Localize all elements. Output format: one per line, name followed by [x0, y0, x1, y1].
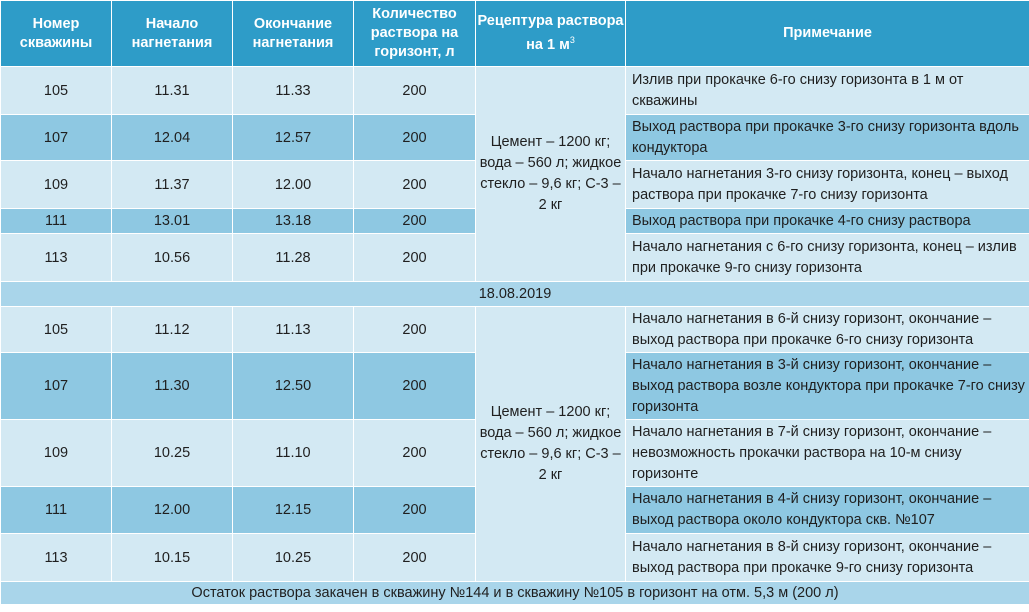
cell-start: 10.15 — [112, 534, 233, 582]
cell-start: 11.37 — [112, 161, 233, 209]
header-well: Номер скважины — [1, 1, 112, 67]
cell-end: 12.50 — [233, 353, 354, 420]
header-recipe-text: Рецептура раствора на 1 м — [477, 13, 624, 53]
cell-start: 11.30 — [112, 353, 233, 420]
cell-volume: 200 — [354, 307, 476, 353]
header-start: Начало нагнетания — [112, 1, 233, 67]
cell-note: Начало нагнетания с 6-го снизу горизонта, конец – излив при прокачке 9-го снизу горизонта — [626, 234, 1029, 282]
cell-start: 13.01 — [112, 209, 233, 234]
cell-well: 111 — [1, 209, 112, 234]
cell-volume: 200 — [354, 67, 476, 115]
header-row — [1, 1, 1029, 67]
cell-well: 109 — [1, 161, 112, 209]
header-recipe-sup: 3 — [569, 35, 575, 46]
cell-start: 12.00 — [112, 487, 233, 534]
cell-note: Начало нагнетания в 8-й снизу горизонт, окончание – выход раствора при прокачке 9-го снизу горизонта — [626, 534, 1029, 582]
cell-note: Начало нагнетания в 3-й снизу горизонт, окончание – выход раствора возле кондуктора при прокачке 7-го снизу горизонта — [626, 353, 1029, 420]
cell-volume: 200 — [354, 161, 476, 209]
cell-note: Начало нагнетания в 4-й снизу горизонт, окончание – выход раствора около кондуктора скв. №107 — [626, 487, 1029, 534]
footer-row — [1, 582, 1029, 605]
date-separator-row — [1, 282, 1029, 307]
cell-well: 107 — [1, 353, 112, 420]
cell-start: 11.31 — [112, 67, 233, 115]
cell-volume: 200 — [354, 209, 476, 234]
cell-note: Излив при прокачке 6-го снизу горизонта в 1 м от скважины — [626, 67, 1029, 115]
cell-start: 11.12 — [112, 307, 233, 353]
cell-start: 10.56 — [112, 234, 233, 282]
date-separator: 18.08.2019 — [1, 282, 1029, 307]
cell-note: Начало нагнетания в 7-й снизу горизонт, окончание – невозможность прокачки раствора на 10-м снизу горизонте — [626, 420, 1029, 487]
cell-end: 11.28 — [233, 234, 354, 282]
table-row — [1, 67, 1029, 115]
header-note: Примечание — [626, 1, 1029, 67]
cell-end: 13.18 — [233, 209, 354, 234]
cell-end: 12.15 — [233, 487, 354, 534]
cell-recipe: Цемент – 1200 кг; вода – 560 л; жидкое стекло – 9,6 кг; С-3 – 2 кг — [476, 307, 626, 582]
footer-note: Остаток раствора закачен в скважину №144 и в скважину №105 в горизонт на отм. 5,3 м (200 л) — [1, 582, 1029, 605]
cell-volume: 200 — [354, 234, 476, 282]
cell-volume: 200 — [354, 353, 476, 420]
cell-well: 107 — [1, 115, 112, 161]
cell-well: 111 — [1, 487, 112, 534]
cell-volume: 200 — [354, 534, 476, 582]
cell-end: 12.57 — [233, 115, 354, 161]
header-end: Окончание нагнетания — [233, 1, 354, 67]
cell-start: 12.04 — [112, 115, 233, 161]
cell-end: 10.25 — [233, 534, 354, 582]
cell-well: 113 — [1, 234, 112, 282]
cell-volume: 200 — [354, 487, 476, 534]
cell-end: 11.10 — [233, 420, 354, 487]
cell-end: 12.00 — [233, 161, 354, 209]
cell-well: 105 — [1, 67, 112, 115]
cell-note: Начало нагнетания 3-го снизу горизонта, конец – выход раствора при прокачке 7-го снизу горизонта — [626, 161, 1029, 209]
cell-note: Начало нагнетания в 6-й снизу горизонт, окончание – выход раствора при прокачке 6-го снизу горизонта — [626, 307, 1029, 353]
cell-start: 10.25 — [112, 420, 233, 487]
cell-volume: 200 — [354, 420, 476, 487]
header-volume: Количество раствора на горизонт, л — [354, 1, 476, 67]
cell-end: 11.13 — [233, 307, 354, 353]
cell-well: 105 — [1, 307, 112, 353]
table-row — [1, 307, 1029, 353]
cell-volume: 200 — [354, 115, 476, 161]
cell-recipe: Цемент – 1200 кг; вода – 560 л; жидкое стекло – 9,6 кг; С-3 – 2 кг — [476, 67, 626, 282]
cell-end: 11.33 — [233, 67, 354, 115]
cell-note: Выход раствора при прокачке 4-го снизу раствора — [626, 209, 1029, 234]
cell-well: 109 — [1, 420, 112, 487]
cell-well: 113 — [1, 534, 112, 582]
cell-note: Выход раствора при прокачке 3-го снизу горизонта вдоль кондуктора — [626, 115, 1029, 161]
header-recipe — [476, 1, 626, 67]
